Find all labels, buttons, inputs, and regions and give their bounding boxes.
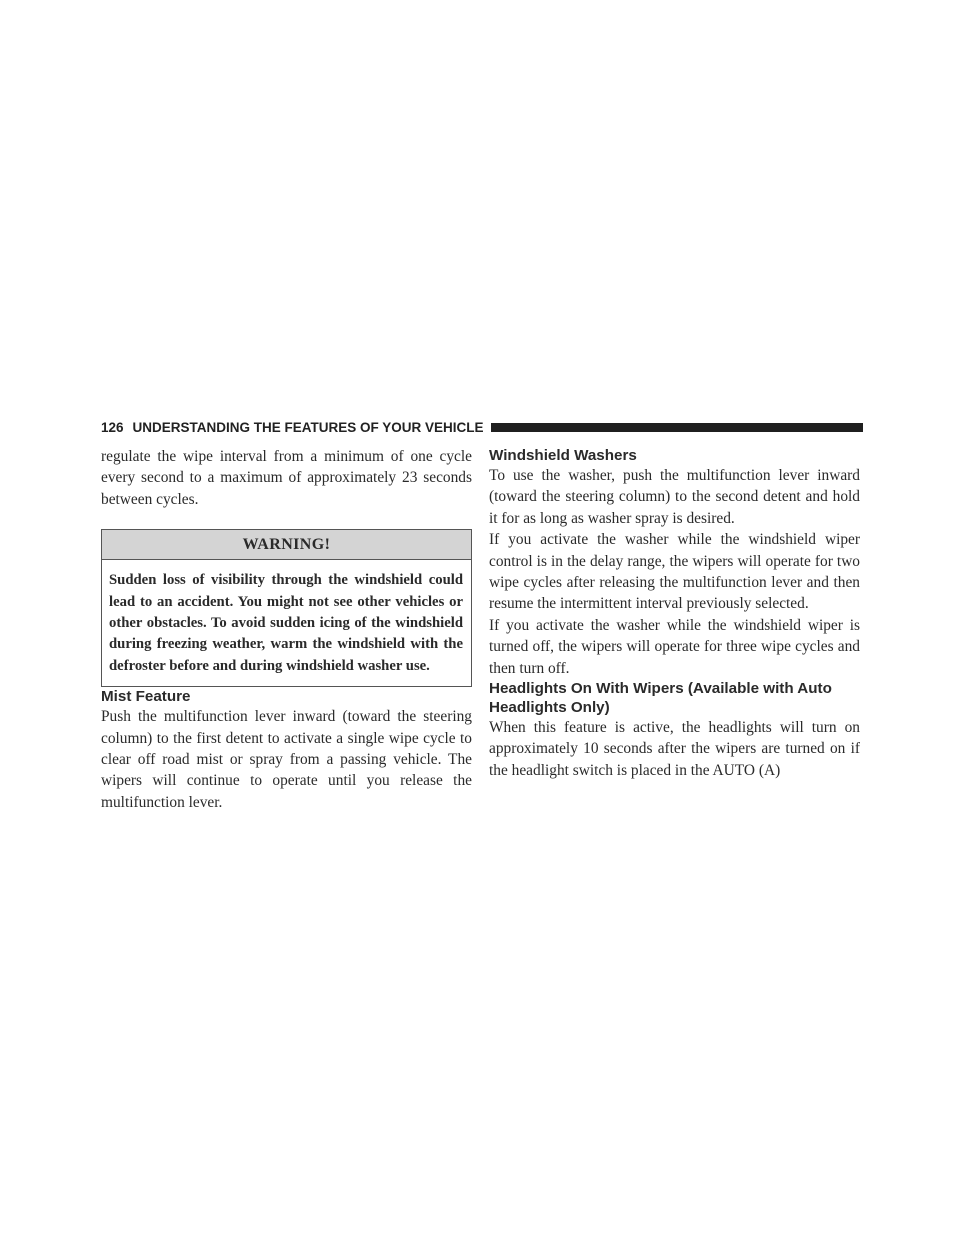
mist-feature-text: Push the multifunction lever inward (toward the steering column) to the first detent to activate a single wipe cycle to clear off road mist or spray from a passing vehicle. The wipers will continue to operate until you release the multifunction lever. [101,708,472,811]
warning-box [101,529,472,687]
page-number: 126 [101,419,124,435]
windshield-washers-heading: Windshield Washers [489,447,637,464]
section-title: UNDERSTANDING THE FEATURES OF YOUR VEHICLE [132,419,484,435]
page-header [101,417,863,437]
headlights-with-wipers-heading: Headlights On With Wipers (Available with Auto Headlights Only) [489,680,832,717]
warning-title: WARNING! [102,530,471,560]
headlights-with-wipers-text: When this feature is active, the headlights will turn on approximately 10 seconds after the wipers are turned on if the headlight switch is placed in the AUTO (A) [489,719,860,779]
intro-paragraph: regulate the wipe interval from a minimum of one cycle every second to a maximum of approximately 23 seconds between cycles. [101,448,472,508]
warning-text: Sudden loss of visibility through the windshield could lead to an accident. You might not see other vehicles or other obstacles. To avoid sudden icing of the windshield during freezing weather, warm the windshield with the defroster before and during windshield washer use. [109,572,463,674]
right-column [489,446,860,781]
washers-paragraph: To use the washer, push the multifunction lever inward (toward the steering column) to the second detent and hold it for as long as washer spray is desired. [489,467,860,527]
left-column [101,446,472,813]
mist-feature-heading: Mist Feature [101,688,191,706]
washers-paragraph: If you activate the washer while the windshield wiper control is in the delay range, the wipers will operate for two wipe cycles after releasing the multifunction lever and then resume the intermittent interval previously selected. [489,531,860,613]
header-rule [491,423,863,432]
washers-paragraph: If you activate the washer while the windshield wiper is turned off, the wipers will operate for three wipe cycles and then turn off. [489,616,860,677]
